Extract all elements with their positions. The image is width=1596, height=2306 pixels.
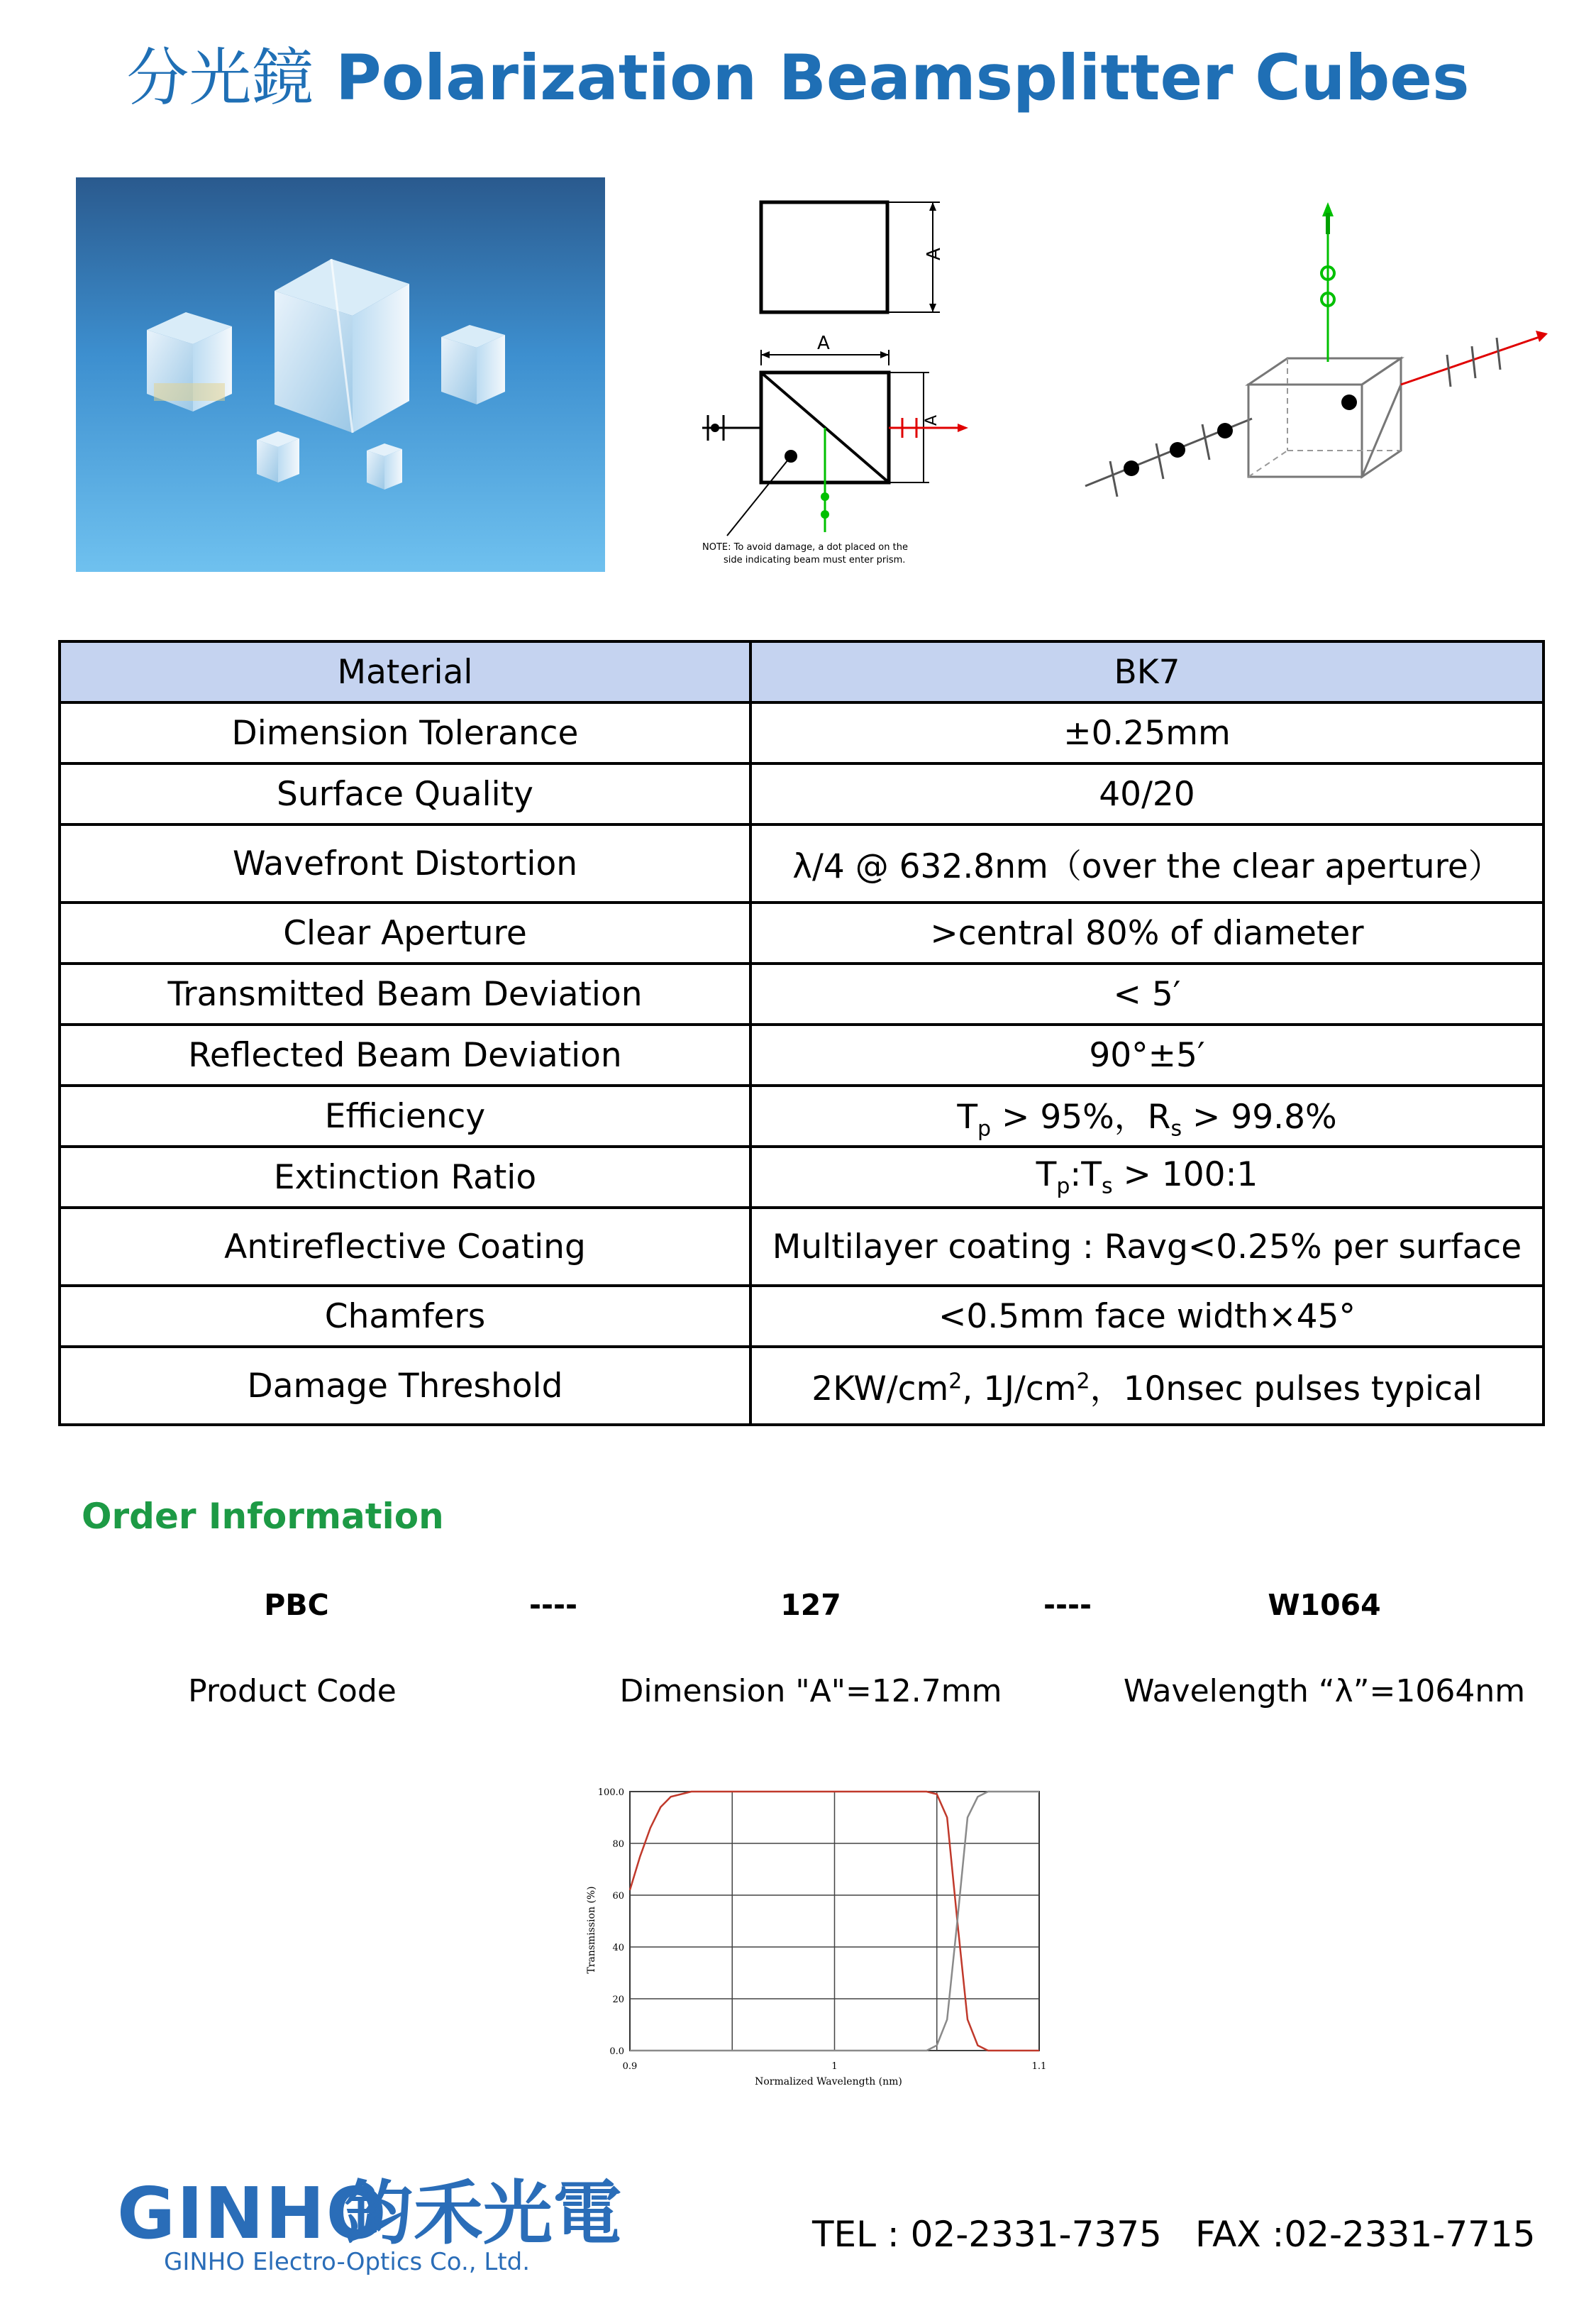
product-photo bbox=[76, 177, 605, 572]
table-row bbox=[60, 1147, 1544, 1208]
order-desc-product: Product Code bbox=[188, 1673, 397, 1709]
chart-y-tick-label: 0.0 bbox=[609, 2046, 624, 2057]
chart-x-axis-label: Normalized Wavelength (nm) bbox=[755, 2076, 902, 2087]
spec-value: ±0.25mm bbox=[750, 702, 1544, 763]
dimension-label-side: A bbox=[924, 248, 945, 260]
order-code-wavelength: W1064 bbox=[1268, 1588, 1381, 1622]
spec-value: $2KW/cm^2$, $1J/cm^2$，10nsec pulses typical bbox=[750, 1347, 1544, 1425]
cube-right bbox=[441, 325, 505, 404]
chart-y-tick-label: 60 bbox=[612, 1891, 624, 1902]
spec-name: Clear Aperture bbox=[60, 903, 750, 964]
chart-x-tick-label: 1 bbox=[831, 2061, 838, 2072]
page-title bbox=[0, 28, 1596, 118]
table-row bbox=[60, 763, 1544, 824]
contact-fax: FAX :02-2331-7715 bbox=[1195, 2214, 1536, 2255]
dimension-label-top: A bbox=[817, 333, 830, 354]
order-desc-wavelength: Wavelength “λ”=1064nm bbox=[1123, 1673, 1526, 1709]
table-row bbox=[60, 1286, 1544, 1347]
spec-value: >central 80% of diameter bbox=[750, 903, 1544, 964]
logo-cjk: 鈞禾光電 bbox=[344, 2173, 623, 2254]
company-name: GINHO Electro-Optics Co., Ltd. bbox=[164, 2248, 531, 2276]
table-row bbox=[60, 903, 1544, 964]
spec-name: Chamfers bbox=[60, 1286, 750, 1347]
spec-value: 90°±5′ bbox=[750, 1025, 1544, 1086]
table-row bbox=[60, 1208, 1544, 1286]
spec-value: 40/20 bbox=[750, 763, 1544, 824]
spec-value: $T_p > 95\%$，$R_s > 99.8\%$ bbox=[750, 1086, 1544, 1147]
table-row bbox=[60, 702, 1544, 763]
order-desc-dimension: Dimension "A"=12.7mm bbox=[619, 1673, 1002, 1709]
cube-small-2 bbox=[367, 443, 402, 490]
order-code-product: PBC bbox=[264, 1588, 329, 1622]
table-row bbox=[60, 824, 1544, 903]
title-en: Polarization Beamsplitter Cubes bbox=[336, 41, 1470, 114]
spec-value: < 5′ bbox=[750, 964, 1544, 1025]
table-row bbox=[60, 1025, 1544, 1086]
contact-tel: TEL : 02-2331-7375 bbox=[812, 2214, 1162, 2255]
cube-small-1 bbox=[257, 431, 299, 482]
transmission-chart-svg bbox=[582, 1767, 1071, 2114]
spec-value: <0.5mm face width×45° bbox=[750, 1286, 1544, 1347]
table-row bbox=[60, 1347, 1544, 1425]
spec-name: Damage Threshold bbox=[60, 1347, 750, 1425]
spec-name: Transmitted Beam Deviation bbox=[60, 964, 750, 1025]
spec-table bbox=[58, 640, 1545, 1426]
title-cjk: 分光鏡 bbox=[126, 41, 314, 114]
spec-value: $T_p:T_s$ > 100:1 bbox=[750, 1147, 1544, 1208]
chart-x-tick-label: 0.9 bbox=[622, 2061, 638, 2072]
dimension-label-front: A bbox=[923, 414, 941, 426]
diagram-note-line1: NOTE: To avoid damage, a dot placed on the bbox=[702, 542, 908, 553]
chart-y-tick-label: 100.0 bbox=[597, 1787, 624, 1798]
spec-name: Reflected Beam Deviation bbox=[60, 1025, 750, 1086]
spec-name: Extinction Ratio bbox=[60, 1147, 750, 1208]
spec-name: Material bbox=[60, 641, 750, 702]
company-logo bbox=[117, 2171, 670, 2285]
chart-x-tick-label: 1.1 bbox=[1031, 2061, 1047, 2072]
order-code-separator: ---- bbox=[1043, 1588, 1092, 1622]
table-row bbox=[60, 964, 1544, 1025]
cube-left bbox=[147, 312, 232, 412]
spec-value: λ/4 @ 632.8nm（over the clear aperture） bbox=[750, 824, 1544, 903]
cube-large bbox=[275, 259, 409, 433]
chart-y-axis-label: Transmission (%) bbox=[586, 1886, 597, 1974]
spec-name: Dimension Tolerance bbox=[60, 702, 750, 763]
table-row bbox=[60, 1086, 1544, 1147]
spec-name: Antireflective Coating bbox=[60, 1208, 750, 1286]
dimension-diagram bbox=[695, 181, 993, 578]
spec-name: Surface Quality bbox=[60, 763, 750, 824]
beam-split-diagram bbox=[1078, 199, 1553, 525]
diagram-note-line2: side indicating beam must enter prism. bbox=[724, 555, 906, 566]
spec-value: Multilayer coating : Ravg<0.25% per surface bbox=[750, 1208, 1544, 1286]
chart-y-tick-label: 40 bbox=[612, 1943, 624, 1953]
order-code-separator: ---- bbox=[528, 1588, 578, 1622]
logo-wordmark: GINHO bbox=[117, 2172, 388, 2255]
order-information-title: Order Information bbox=[82, 1496, 444, 1537]
spec-value: BK7 bbox=[750, 641, 1544, 702]
chart-y-tick-label: 80 bbox=[612, 1839, 624, 1850]
spec-name: Efficiency bbox=[60, 1086, 750, 1147]
table-row bbox=[60, 641, 1544, 702]
spec-name: Wavefront Distortion bbox=[60, 824, 750, 903]
order-code-dimension: 127 bbox=[780, 1588, 841, 1622]
transmission-chart bbox=[582, 1767, 1071, 2114]
chart-y-tick-label: 20 bbox=[612, 1995, 624, 2005]
